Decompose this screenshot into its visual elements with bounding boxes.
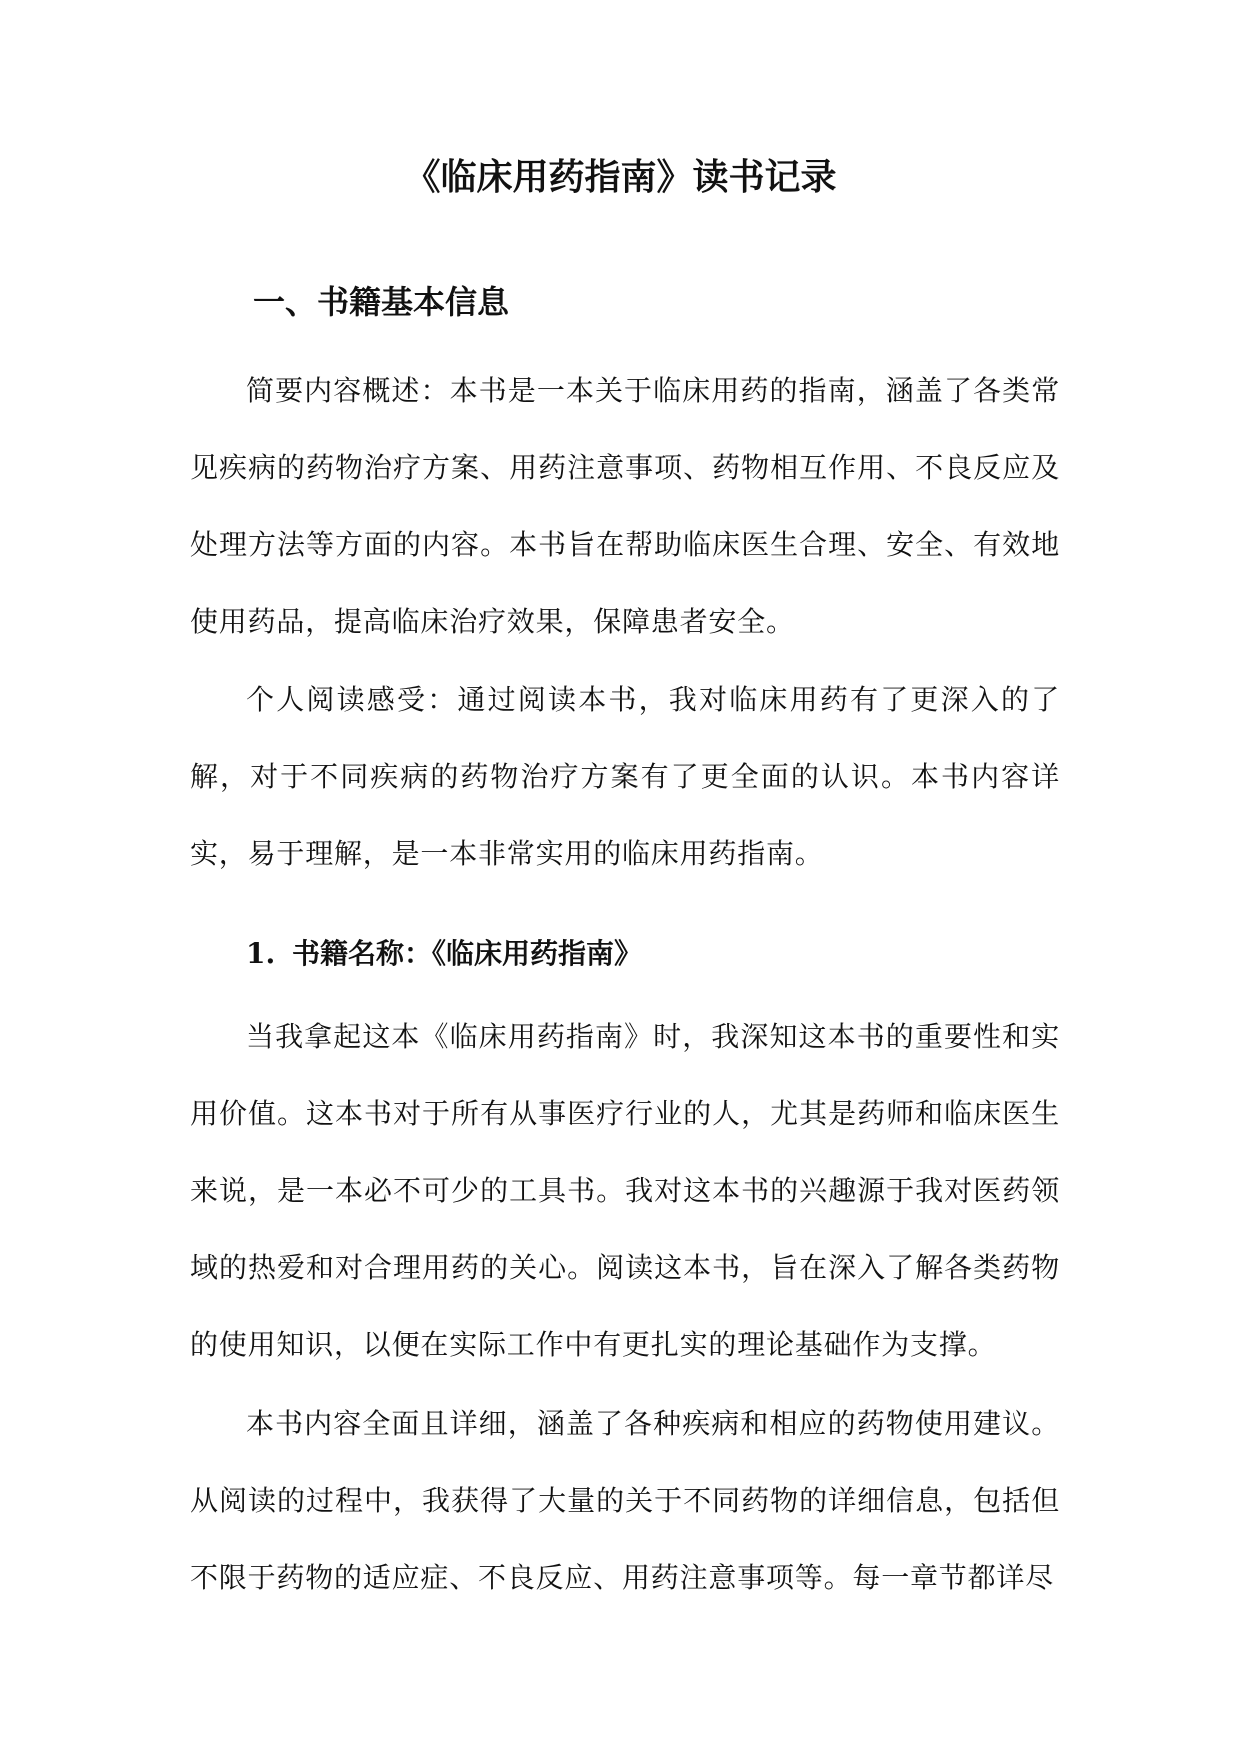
document-title: 《临床用药指南》读书记录 [404,156,837,198]
body-paragraph: 本书内容全面且详细，涵盖了各种疾病和相应的药物使用建议。从阅读的过程中，我获得了大量的关于不同药物的详细信息，包括但不限于药物的适应症、不良反应、用药注意事项等。每一章节都详尽 [190,1407,1060,1594]
reading-feeling-paragraph: 个人阅读感受：通过阅读本书，我对临床用药有了更深入的了解，对于不同疾病的药物治疗方案有了更全面的认识。本书内容详实，易于理解，是一本非常实用的临床用药指南。 [190,683,1060,870]
subsection-number: 1. [246,937,276,970]
summary-paragraph: 简要内容概述：本书是一本关于临床用药的指南，涵盖了各类常见疾病的药物治疗方案、用药注意事项、药物相互作用、不良反应及处理方法等方面的内容。本书旨在帮助临床医生合理、安全、有效地使用药品，提高临床治疗效果，保障患者安全。 [190,374,1060,638]
body-paragraph: 当我拿起这本《临床用药指南》时，我深知这本书的重要性和实用价值。这本书对于所有从事医疗行业的人，尤其是药师和临床医生来说，是一本必不可少的工具书。我对这本书的兴趣源于我对医药领域的热爱和对合理用药的关心。阅读这本书，旨在深入了解各类药物的使用知识，以便在实际工作中有更扎实的理论基础作为支撑。 [190,1020,1060,1361]
subsection-heading-text: 书籍名称：《临床用药指南》 [292,937,643,970]
subsection-heading [246,932,642,976]
section-heading: 一、书籍基本信息 [253,283,510,321]
